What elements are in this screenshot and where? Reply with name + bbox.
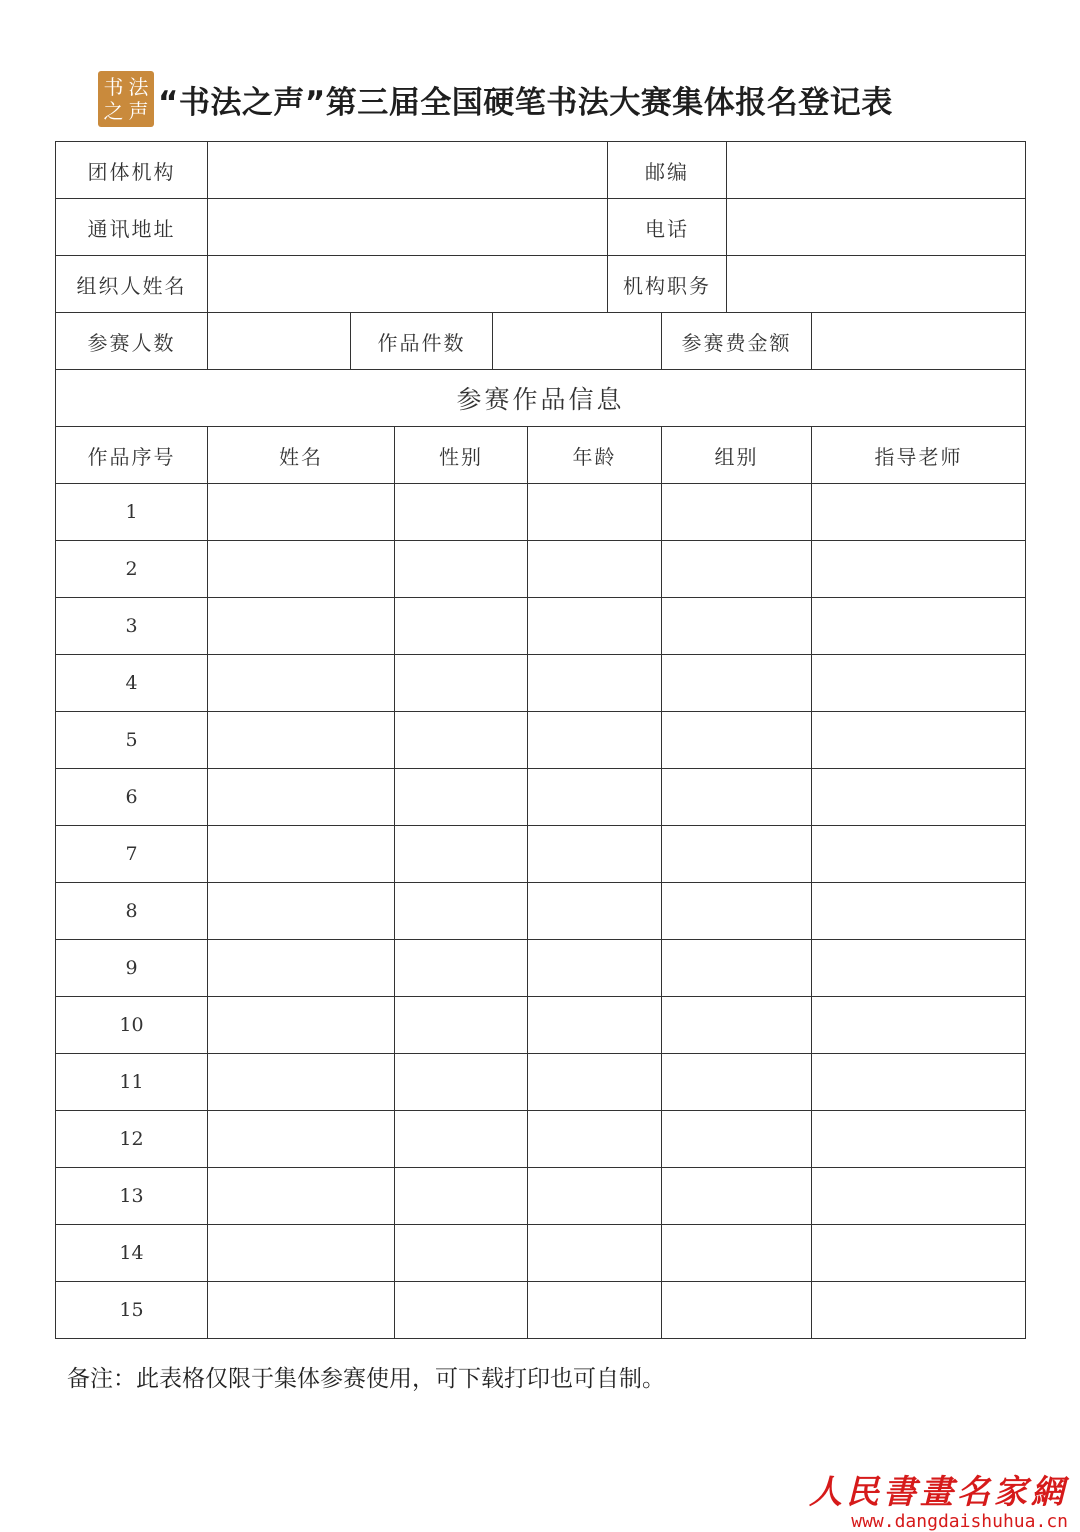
cell-age[interactable] [528,598,662,655]
registration-form [55,141,1026,1339]
cell-teacher[interactable] [812,1054,1026,1111]
cell-name[interactable] [208,1225,395,1282]
col-header-group: 组别 [662,427,812,484]
info-row-counts [56,313,1026,370]
label-phone: 电话 [608,199,727,256]
input-participants[interactable] [208,313,351,370]
cell-name[interactable] [208,712,395,769]
page-title: “书法之声”第三届全国硬笔书法大赛集体报名登记表 [158,84,893,121]
table-row [56,1111,1026,1168]
input-phone[interactable] [727,199,1026,256]
cell-gender[interactable] [395,940,528,997]
table-row [56,598,1026,655]
table-row [56,1282,1026,1339]
cell-name[interactable] [208,883,395,940]
cell-age[interactable] [528,997,662,1054]
cell-age[interactable] [528,655,662,712]
input-organizer-name[interactable] [208,256,608,313]
cell-age[interactable] [528,940,662,997]
cell-gender[interactable] [395,1282,528,1339]
col-header-age: 年龄 [528,427,662,484]
cell-teacher[interactable] [812,769,1026,826]
seal-logo [98,71,154,127]
cell-name[interactable] [208,826,395,883]
cell-group[interactable] [662,1282,812,1339]
cell-age[interactable] [528,1054,662,1111]
cell-name[interactable] [208,1111,395,1168]
cell-teacher[interactable] [812,598,1026,655]
row-number: 11 [56,1054,208,1111]
entry-rows [56,484,1026,1339]
input-org-position[interactable] [727,256,1026,313]
input-zip[interactable] [727,142,1026,199]
cell-gender[interactable] [395,541,528,598]
table-row [56,883,1026,940]
cell-name[interactable] [208,940,395,997]
col-header-gender: 性别 [395,427,528,484]
cell-group[interactable] [662,826,812,883]
cell-group[interactable] [662,1225,812,1282]
cell-teacher[interactable] [812,484,1026,541]
cell-gender[interactable] [395,484,528,541]
cell-group[interactable] [662,940,812,997]
label-organizer-name: 组织人姓名 [56,256,208,313]
cell-teacher[interactable] [812,883,1026,940]
cell-teacher[interactable] [812,997,1026,1054]
cell-age[interactable] [528,1282,662,1339]
row-number: 2 [56,541,208,598]
label-org-position: 机构职务 [608,256,727,313]
cell-gender[interactable] [395,997,528,1054]
cell-age[interactable] [528,1225,662,1282]
cell-teacher[interactable] [812,1225,1026,1282]
cell-age[interactable] [528,712,662,769]
cell-teacher[interactable] [812,940,1026,997]
cell-name[interactable] [208,1282,395,1339]
cell-gender[interactable] [395,1054,528,1111]
cell-group[interactable] [662,1168,812,1225]
seal-char: 法 [128,75,149,99]
row-number: 3 [56,598,208,655]
row-number: 14 [56,1225,208,1282]
table-row [56,826,1026,883]
info-row-organizer [56,256,1026,313]
col-header-teacher: 指导老师 [812,427,1026,484]
col-header-name: 姓名 [208,427,395,484]
col-header-serial: 作品序号 [56,427,208,484]
row-number: 8 [56,883,208,940]
watermark-name: 人民書畫名家網 [809,1472,1068,1511]
info-row-address [56,199,1026,256]
cell-teacher[interactable] [812,1111,1026,1168]
label-zip: 邮编 [608,142,727,199]
table-row [56,655,1026,712]
cell-gender[interactable] [395,598,528,655]
cell-gender[interactable] [395,1111,528,1168]
cell-group[interactable] [662,769,812,826]
cell-name[interactable] [208,997,395,1054]
row-number: 10 [56,997,208,1054]
input-work-count[interactable] [493,313,662,370]
cell-name[interactable] [208,541,395,598]
cell-gender[interactable] [395,769,528,826]
table-row [56,1054,1026,1111]
table-row [56,1225,1026,1282]
section-row [56,370,1026,427]
table-row [56,1168,1026,1225]
table-row [56,997,1026,1054]
cell-name[interactable] [208,598,395,655]
cell-group[interactable] [662,655,812,712]
cell-age[interactable] [528,541,662,598]
input-fee-amount[interactable] [812,313,1026,370]
cell-age[interactable] [528,1111,662,1168]
cell-gender[interactable] [395,883,528,940]
label-work-count: 作品件数 [351,313,493,370]
cell-gender[interactable] [395,655,528,712]
cell-age[interactable] [528,769,662,826]
cell-teacher[interactable] [812,826,1026,883]
cell-name[interactable] [208,1168,395,1225]
cell-teacher[interactable] [812,655,1026,712]
cell-age[interactable] [528,484,662,541]
row-number: 13 [56,1168,208,1225]
title-row [98,70,893,128]
input-address[interactable] [208,199,608,256]
label-participants: 参赛人数 [56,313,208,370]
cell-name[interactable] [208,484,395,541]
cell-group[interactable] [662,1111,812,1168]
row-number: 6 [56,769,208,826]
cell-group[interactable] [662,1054,812,1111]
table-row [56,940,1026,997]
watermark-url: www.dangdaishuhua.cn [851,1511,1068,1532]
cell-gender[interactable] [395,1168,528,1225]
cell-gender[interactable] [395,712,528,769]
cell-teacher[interactable] [812,1168,1026,1225]
label-fee-amount: 参赛费金额 [662,313,812,370]
table-row [56,769,1026,826]
table-row [56,712,1026,769]
cell-teacher[interactable] [812,1282,1026,1339]
label-address: 通讯地址 [56,199,208,256]
cell-group[interactable] [662,541,812,598]
input-org[interactable] [208,142,608,199]
seal-char: 之 [103,99,124,123]
row-number: 5 [56,712,208,769]
cell-teacher[interactable] [812,712,1026,769]
cell-age[interactable] [528,826,662,883]
row-number: 15 [56,1282,208,1339]
cell-group[interactable] [662,484,812,541]
row-number: 12 [56,1111,208,1168]
cell-name[interactable] [208,769,395,826]
cell-age[interactable] [528,1168,662,1225]
cell-gender[interactable] [395,1225,528,1282]
table-row [56,484,1026,541]
info-row-org [56,142,1026,199]
label-org: 团体机构 [56,142,208,199]
cell-group[interactable] [662,997,812,1054]
table-row [56,541,1026,598]
row-number: 4 [56,655,208,712]
column-header-row [56,427,1026,484]
cell-age[interactable] [528,883,662,940]
watermark [809,1466,1068,1532]
cell-teacher[interactable] [812,541,1026,598]
seal-char: 声 [128,99,149,123]
row-number: 9 [56,940,208,997]
seal-char: 书 [103,75,124,99]
cell-name[interactable] [208,655,395,712]
cell-group[interactable] [662,883,812,940]
footnote: 备注：此表格仅限于集体参赛使用，可下载打印也可自制。 [67,1366,665,1392]
section-title: 参赛作品信息 [56,370,1026,427]
row-number: 1 [56,484,208,541]
cell-name[interactable] [208,1054,395,1111]
cell-gender[interactable] [395,826,528,883]
row-number: 7 [56,826,208,883]
cell-group[interactable] [662,712,812,769]
cell-group[interactable] [662,598,812,655]
